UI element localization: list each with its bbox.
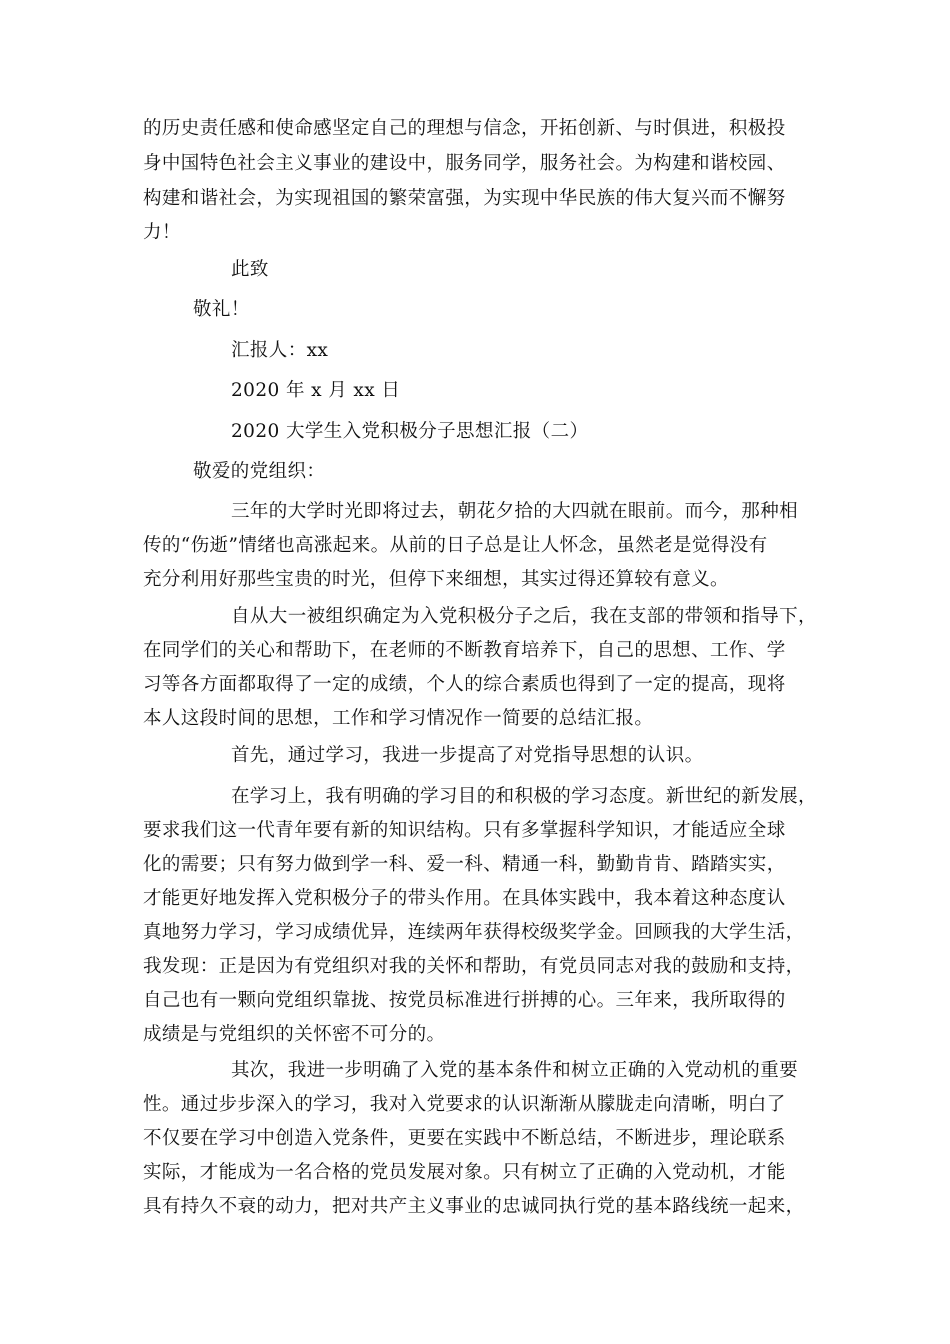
greeting: 敬爱的党组织： [193,461,326,482]
paragraph-line: 三年的大学时光即将过去，朝花夕拾的大四就在眼前。而今，那种相 [231,501,799,522]
section-title: 2020 大学生入党积极分子思想汇报（二） [231,421,589,442]
paragraph-line: 真地努力学习，学习成绩优异，连续两年获得校级奖学金。回顾我的大学生活， [143,922,805,943]
paragraph-line: 成绩是与党组织的关怀密不可分的。 [143,1024,446,1045]
paragraph-line: 自己也有一颗向党组织靠拢、按党员标准进行拼搏的心。三年来，我所取得的 [143,990,786,1011]
paragraph-line: 首先，通过学习，我进一步提高了对党指导思想的认识。 [231,745,704,766]
paragraph-line: 其次，我进一步明确了入党的基本条件和树立正确的入党动机的重要 [231,1060,799,1081]
paragraph-line: 身中国特色社会主义事业的建设中，服务同学，服务社会。为构建和谐校园、 [143,153,786,174]
paragraph-line: 才能更好地发挥入党积极分子的带头作用。在具体实践中，我本着这种态度认 [143,888,786,909]
closing-salutation: 此致 [231,259,269,280]
paragraph-line: 在学习上，我有明确的学习目的和积极的学习态度。新世纪的新发展， [231,786,817,807]
paragraph-line: 实际，才能成为一名合格的党员发展对象。只有树立了正确的入党动机，才能 [143,1162,786,1183]
paragraph-line: 我发现：正是因为有党组织对我的关怀和帮助，有党员同志对我的鼓励和支持， [143,956,805,977]
paragraph-line: 充分利用好那些宝贵的时光，但停下来细想，其实过得还算较有意义。 [143,569,729,590]
paragraph-line: 自从大一被组织确定为入党积极分子之后，我在支部的带领和指导下， [231,606,817,627]
paragraph-line: 习等各方面都取得了一定的成绩，个人的综合素质也得到了一定的提高，现将 [143,674,786,695]
report-date: 2020 年 x 月 xx 日 [231,380,401,401]
paragraph-line: 的历史责任感和使命感坚定自己的理想与信念，开拓创新、与时俱进，积极投 [143,118,786,139]
paragraph-line: 要求我们这一代青年要有新的知识结构。只有多掌握科学知识，才能适应全球 [143,820,786,841]
paragraph-line: 不仅要在学习中创造入党条件，更要在实践中不断总结，不断进步，理论联系 [143,1128,786,1149]
paragraph-line: 力！ [143,222,181,243]
paragraph-line: 在同学们的关心和帮助下，在老师的不断教育培养下，自己的思想、工作、学 [143,640,786,661]
paragraph-line: 构建和谐社会，为实现祖国的繁荣富强，为实现中华民族的伟大复兴而不懈努 [143,188,786,209]
paragraph-line: 性。通过步步深入的学习，我对入党要求的认识渐渐从朦胧走向清晰，明白了 [143,1094,786,1115]
paragraph-line: 传的“伤逝”情绪也高涨起来。从前的日子总是让人怀念，虽然老是觉得没有 [143,535,768,556]
paragraph-line: 化的需要；只有努力做到学一科、爱一科、精通一科，勤勤肯肯、踏踏实实， [143,854,786,875]
closing-regards: 敬礼！ [193,299,250,320]
paragraph-line: 本人这段时间的思想，工作和学习情况作一简要的总结汇报。 [143,708,654,729]
reporter-name: 汇报人：xx [231,340,329,361]
paragraph-line: 具有持久不衰的动力，把对共产主义事业的忠诚同执行党的基本路线统一起来， [143,1196,805,1217]
